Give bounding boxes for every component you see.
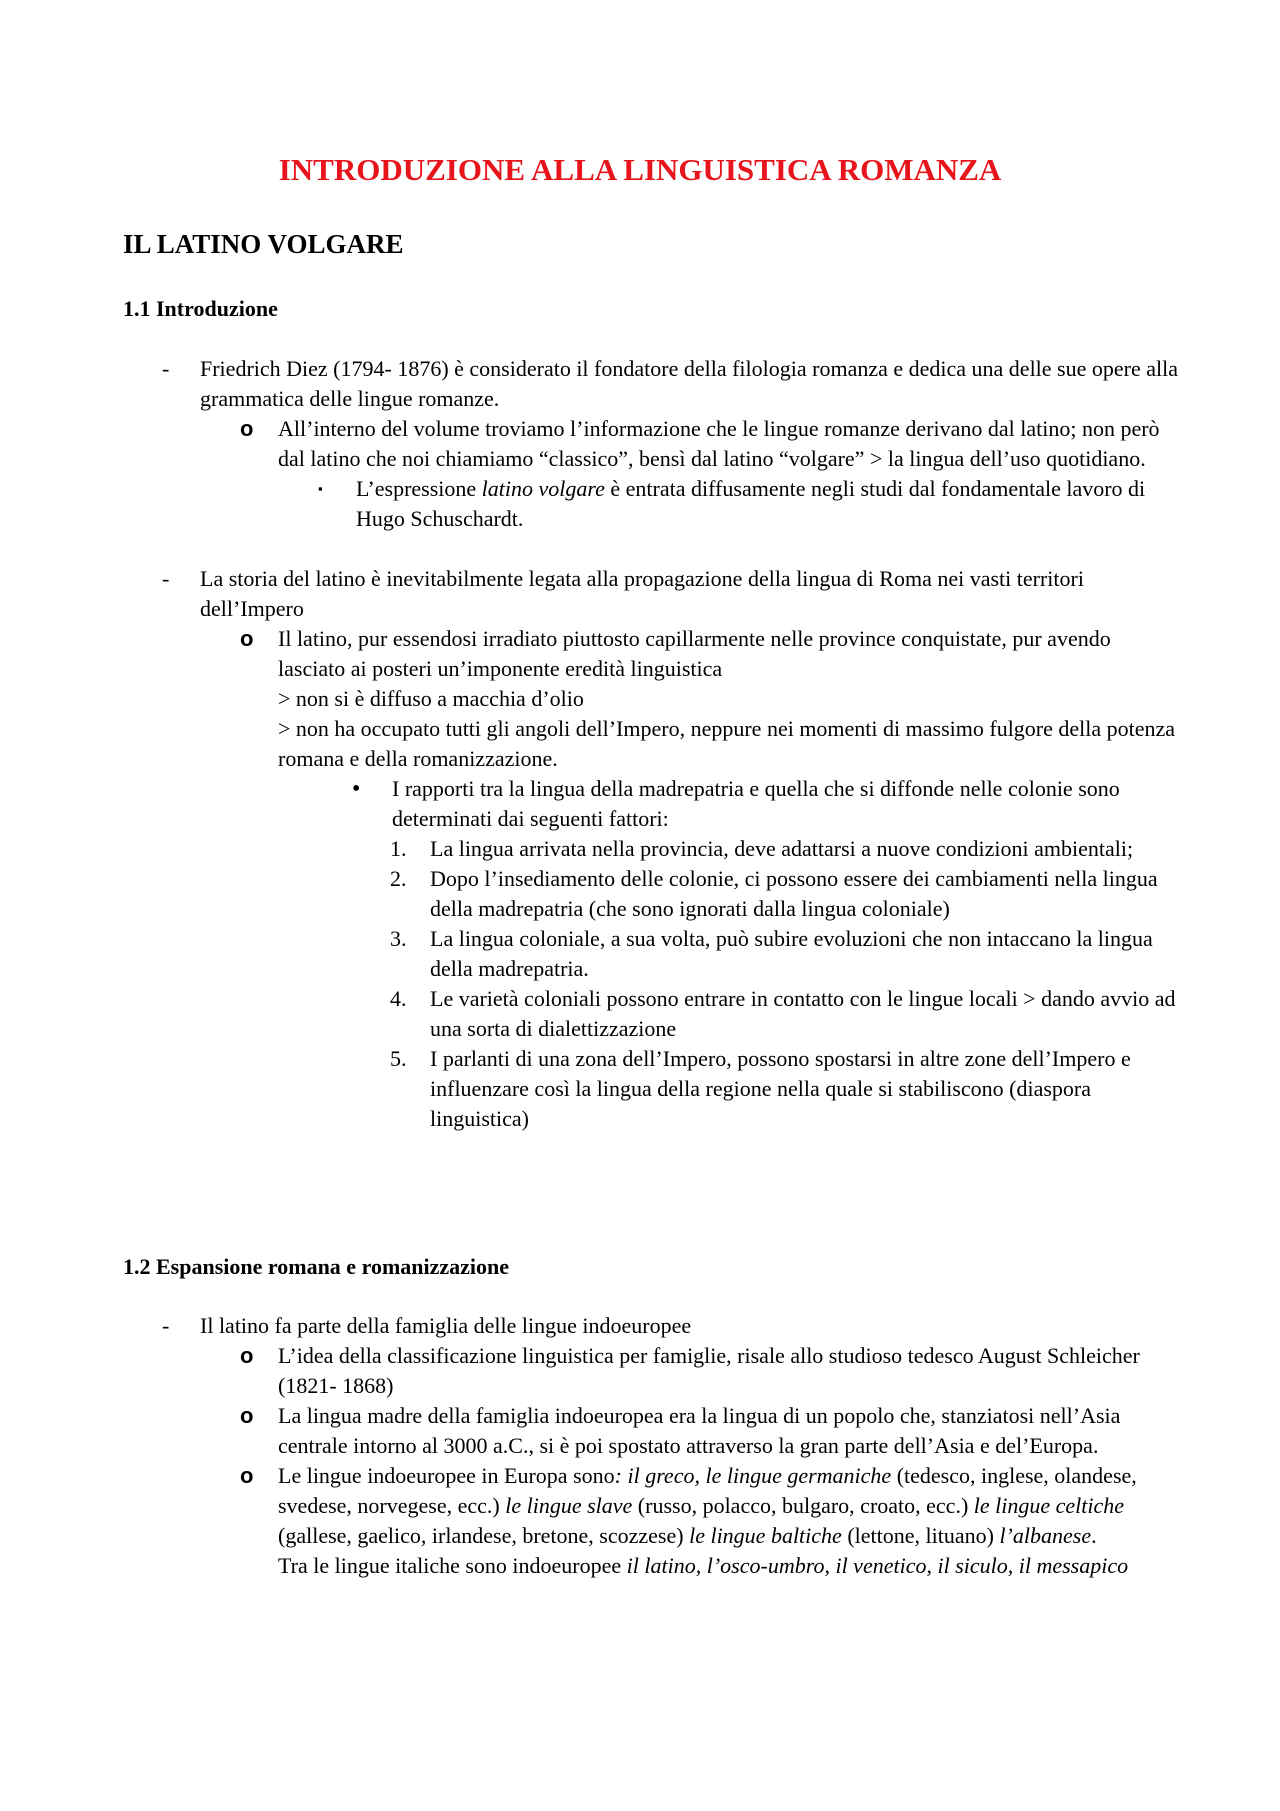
dash-bullet: - — [162, 356, 170, 381]
circle-bullet: o — [240, 1343, 254, 1368]
list-item — [0, 924, 1280, 984]
list-item — [0, 834, 1280, 864]
circle-bullet: o — [240, 1403, 254, 1428]
list-item — [0, 624, 1280, 774]
paragraph: Le lingue indoeuropee in Europa sono: il greco, le lingue germaniche (tedesco, inglese, olandese, svedese, norvegese, ecc.) le lingue slave (russo, polacco, bulgaro, croato, ecc.) le lingue celtiche (gallese, gaelico, irlandese, bretone, scozzese) le lingue baltiche (lettone, lituano) l’albanese. Tra le lingue italiche sono indoeuropee il latino, l’osco-umbro, il venetico, il siculo, il messapico — [278, 1463, 1137, 1578]
square-bullet: ▪ — [318, 481, 323, 496]
number-marker: 3. — [390, 926, 407, 951]
dot-bullet: • — [352, 776, 361, 802]
list-item — [0, 1341, 1280, 1401]
number-marker: 1. — [390, 836, 407, 861]
circle-bullet: o — [240, 626, 254, 651]
paragraph: Dopo l’insediamento delle colonie, ci possono essere dei cambiamenti nella lingua della madrepatria (che sono ignorati dalla lingua coloniale) — [430, 866, 1158, 921]
dash-bullet: - — [162, 566, 170, 591]
paragraph: Friedrich Diez (1794- 1876) è considerato il fondatore della filologia romanza e dedica una delle sue opere alla grammatica delle lingue romanze. — [200, 356, 1178, 411]
paragraph: La lingua coloniale, a sua volta, può subire evoluzioni che non intaccano la lingua della madrepatria. — [430, 926, 1153, 981]
list-item — [0, 864, 1280, 924]
list-item — [0, 564, 1280, 624]
list-item — [0, 414, 1280, 474]
paragraph: All’interno del volume troviamo l’informazione che le lingue romanze derivano dal latino; non però dal latino che noi chiamiamo “classico”, bensì dal latino “volgare” > la lingua dell’uso quotidiano. — [278, 416, 1160, 471]
number-marker: 4. — [390, 986, 407, 1011]
paragraph: L’idea della classificazione linguistica per famiglie, risale allo studioso tedesco August Schleicher (1821- 1868) — [278, 1343, 1140, 1398]
number-marker: 2. — [390, 866, 407, 891]
paragraph: L’espressione latino volgare è entrata diffusamente negli studi dal fondamentale lavoro di Hugo Schuschardt. — [356, 476, 1146, 531]
number-marker: 5. — [390, 1046, 407, 1071]
section-1-2-body — [0, 1311, 1280, 1581]
chapter-heading: IL LATINO VOLGARE — [123, 229, 404, 259]
paragraph: I parlanti di una zona dell’Impero, possono spostarsi in altre zone dell’Impero e influenzare così la lingua della regione nella quale si stabiliscono (diaspora linguistica) — [430, 1046, 1131, 1131]
paragraph: Il latino fa parte della famiglia delle lingue indoeuropee — [200, 1313, 692, 1338]
paragraph: I rapporti tra la lingua della madrepatria e quella che si diffonde nelle colonie sono determinati dai seguenti fattori: — [392, 776, 1120, 831]
list-item — [0, 354, 1280, 414]
section-1-1-heading: 1.1 Introduzione — [123, 296, 278, 321]
dash-bullet: - — [162, 1313, 170, 1338]
list-item — [0, 474, 1280, 534]
paragraph: Il latino, pur essendosi irradiato piuttosto capillarmente nelle province conquistate, pur avendo lasciato ai posteri un’imponente eredità linguistica > non si è diffuso a macchia d’olio > non ha occupato tutti gli angoli dell’Impero, neppure nei momenti di massimo fulgore della potenza romana e della romanizzazione. — [278, 626, 1176, 771]
section-1-2-heading: 1.2 Espansione romana e romanizzazione — [123, 1254, 510, 1279]
document-title: INTRODUZIONE ALLA LINGUISTICA ROMANZA — [278, 152, 1002, 187]
list-item — [0, 1461, 1280, 1581]
circle-bullet: o — [240, 1463, 254, 1488]
section-1-1-body — [0, 354, 1280, 1134]
paragraph: Le varietà coloniali possono entrare in contatto con le lingue locali > dando avvio ad una sorta di dialettizzazione — [430, 986, 1176, 1041]
paragraph: La storia del latino è inevitabilmente legata alla propagazione della lingua di Roma nei vasti territori dell’Impero — [200, 566, 1084, 621]
paragraph: La lingua madre della famiglia indoeuropea era la lingua di un popolo che, stanziatosi nell’Asia centrale intorno al 3000 a.C., si è poi spostato attraverso la gran parte dell’Asia e del’Europa. — [278, 1403, 1121, 1458]
paragraph: La lingua arrivata nella provincia, deve adattarsi a nuove condizioni ambientali; — [430, 836, 1134, 861]
list-item — [0, 1401, 1280, 1461]
list-item — [0, 774, 1280, 834]
list-item — [0, 984, 1280, 1044]
circle-bullet: o — [240, 416, 254, 441]
list-item — [0, 1311, 1280, 1341]
list-item — [0, 1044, 1280, 1134]
